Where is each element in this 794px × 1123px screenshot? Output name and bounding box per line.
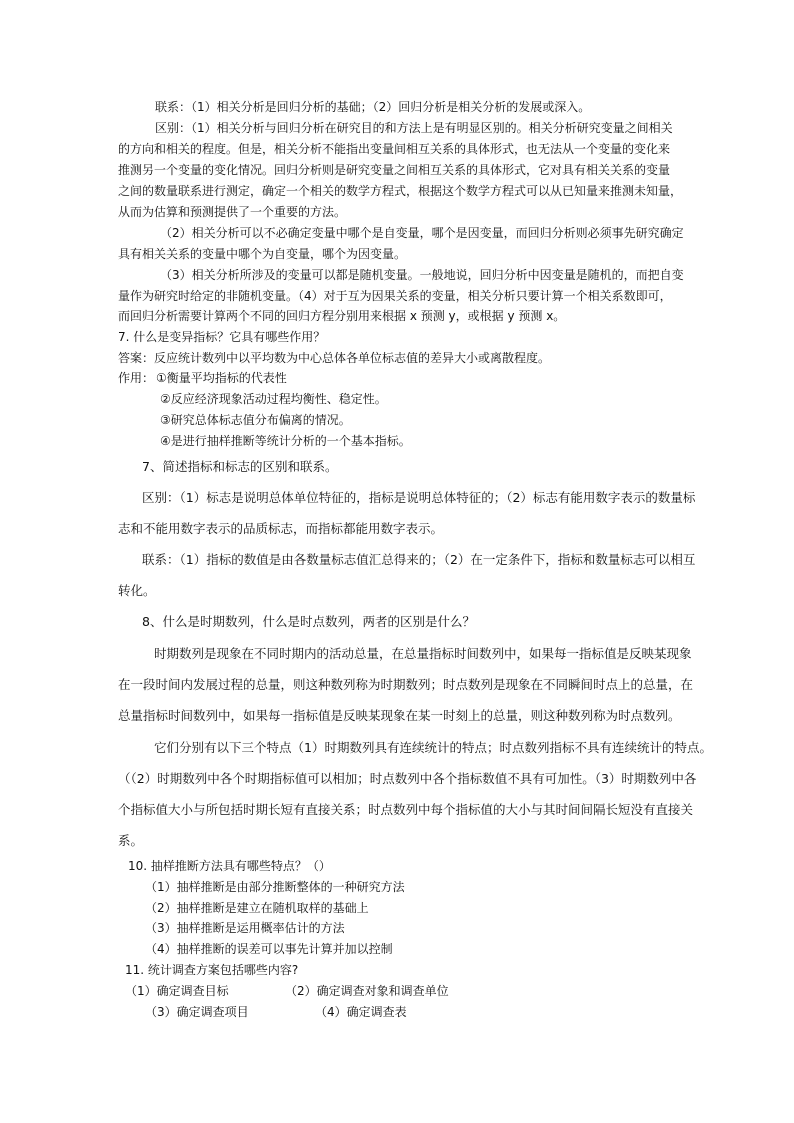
paragraph-line: 它们分别有以下三个特点（1）时期数列具有连续统计的特点；时点数列指标不具有连续统计的特点。 [154,740,712,755]
list-item: （3）抽样推断是运用概率估计的方法 [145,921,345,935]
paragraph-line: 志和不能用数字表示的品质标志，而指标都能用数字表示。 [118,521,444,536]
diff-paragraph-line: 从而为估算和预测提供了一个重要的方法。 [118,205,347,219]
diff-paragraph-line: 具有相关关系的变量中哪个为自变量，哪个为因变量。 [118,247,407,261]
list-item: （3）确定调查项目 [145,1005,249,1019]
effect-item: ③研究总体标志值分布偏离的情况。 [160,413,351,427]
question-title: 7、简述指标和标志的区别和联系。 [142,459,338,474]
effect-label: 作用： [118,371,155,385]
diff-paragraph-line: （2）相关分析可以不必确定变量中哪个是自变量，哪个是因变量，而回归分析则必须事先研究确定 [160,226,684,240]
answer-text: 答案：反应统计数列中以平均数为中心总体各单位标志值的差异大小或离散程度。 [118,351,551,365]
link-paragraph: 联系：（1）相关分析是回归分析的基础；（2）回归分析是相关分析的发展或深入。 [155,100,591,114]
list-item: （2）抽样推断是建立在随机取样的基础上 [145,901,369,915]
diff-paragraph-line: 而回归分析需要计算两个不同的回归方程分别用来根据 x 预测 y，或根据 y 预测 x。 [118,309,566,323]
diff-paragraph-line: 的方向和相关的程度。但是，相关分析不能指出变量间相互关系的具体形式，也无法从一个变量的变化来 [118,142,671,156]
diff-paragraph-line: （3）相关分析所涉及的变量可以都是随机变量。一般地说，回归分析中因变量是随机的，而把自变 [160,268,684,282]
diff-paragraph-line: 区别：（1）相关分析与回归分析在研究目的和方法上是有明显区别的。相关分析研究变量之间相关 [155,121,673,135]
list-item: （1）抽样推断是由部分推断整体的一种研究方法 [145,880,405,894]
paragraph-line: 系。 [118,833,144,848]
paragraph-line: 联系：（1）指标的数值是由各数量标志值汇总得来的；（2）在一定条件下，指标和数量标志可以相互 [142,552,696,567]
paragraph-line: 转化。 [118,583,156,598]
paragraph-line: 在一段时间内发展过程的总量，则这种数列称为时期数列；时点数列是现象在不同瞬间时点上的总量，在 [118,677,694,692]
effect-item: ②反应经济现象活动过程均衡性、稳定性。 [160,392,387,406]
effect-item: ①衡量平均指标的代表性 [156,371,287,385]
diff-paragraph-line: 之间的数量联系进行测定，确定一个相关的数学方程式，根据这个数学方程式可以从已知量来推测未知量， [118,184,683,198]
list-item: （4）确定调查表 [315,1005,407,1019]
list-item: （2）确定调查对象和调查单位 [285,984,449,998]
paragraph-line: 时期数列是现象在不同时期内的活动总量，在总量指标时间数列中，如果每一指标值是反映某现象 [154,646,692,661]
question-title: 7. 什么是变异指标？它具有哪些作用？ [118,330,326,344]
question-title: 10. 抽样推断方法具有哪些特点？（） [128,859,331,873]
question-title: 11. 统计调查方案包括哪些内容? [125,963,299,977]
diff-paragraph-line: 推测另一个变量的变化情况。回归分析则是研究变量之间相互关系的具体形式，它对具有相关关系的变量 [118,163,671,177]
paragraph-line: 区别：（1）标志是说明总体单位特征的，指标是说明总体特征的；（2）标志有能用数字表示的数量标 [142,490,696,505]
question-title: 8、什么是时期数列，什么是时点数列，两者的区别是什么？ [142,614,475,629]
list-item: （4）抽样推断的误差可以事先计算并加以控制 [145,942,393,956]
diff-paragraph-line: 量作为研究时给定的非随机变量。（4）对于互为因果关系的变量，相关分析只要计算一个相关系数即可， [118,289,672,303]
paragraph-line: 个指标值大小与所包括时期长短有直接关系；时点数列中每个指标值的大小与其时间间隔长短没有直接关 [118,802,694,817]
list-item: （1）确定调查目标 [125,984,229,998]
paragraph-line: 总量指标时间数列中，如果每一指标值是反映某现象在某一时刻上的总量，则这种数列称为时点数列。 [118,708,681,723]
effect-item: ④是进行抽样推断等统计分析的一个基本指标。 [160,434,411,448]
paragraph-line: （（2）时期数列中各个时期指标值可以相加；时点数列中各个指标数值不具有可加性。（3）时期数列中各 [118,771,697,786]
